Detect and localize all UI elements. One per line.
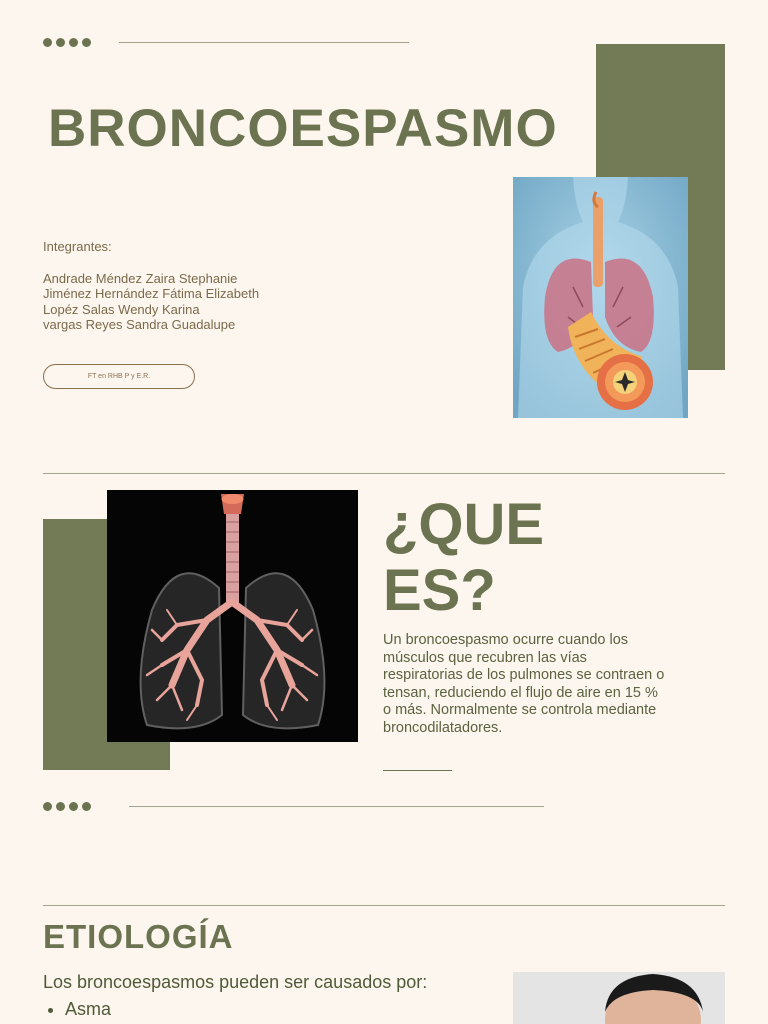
decorative-dots-middle [43,802,91,811]
integrantes-label: Integrantes: [43,239,112,254]
page-title: BRONCOESPASMO [48,99,558,158]
program-badge: FT en RHB P y E.R. [43,364,195,389]
person-photo [513,972,725,1024]
etiologia-intro: Los broncoespasmos pueden ser causados por: [43,972,428,992]
respiratory-system-icon [513,177,688,418]
short-underline [383,770,452,771]
decorative-dots-top [43,38,91,47]
member-name: Andrade Méndez Zaira Stephanie [43,270,238,286]
section-heading-etiologia: ETIOLOGÍA [43,918,234,955]
divider-middle [129,806,544,807]
divider-section-2 [43,905,725,906]
heading-line: ¿QUE [383,492,545,557]
member-name: vargas Reyes Sandra Guadalupe [43,317,236,332]
lungs-image [107,490,358,742]
member-name: Lopéz Salas Wendy Karina [43,301,200,317]
definition-paragraph: Un broncoespasmo ocurre cuando los músculos que recubren las vías respiratorias de los pulmones se contraen o tensan, reduciendo el flujo de aire en 15 % o más. Normalmente se controla mediante broncodilatadores. [383,632,665,736]
member-name: Jiménez Hernández Fátima Elizabeth [43,286,260,301]
divider-section-1 [43,473,725,474]
lungs-bronchial-tree-icon [107,490,358,742]
list-item: • Asma [65,999,111,1020]
divider-top [119,42,409,43]
team-members [43,239,259,333]
heading-line: ES? [383,558,496,623]
person-photo-icon [513,972,725,1024]
section-heading-que-es [383,492,544,624]
respiratory-system-image [513,177,688,418]
causes-list [43,999,111,1020]
